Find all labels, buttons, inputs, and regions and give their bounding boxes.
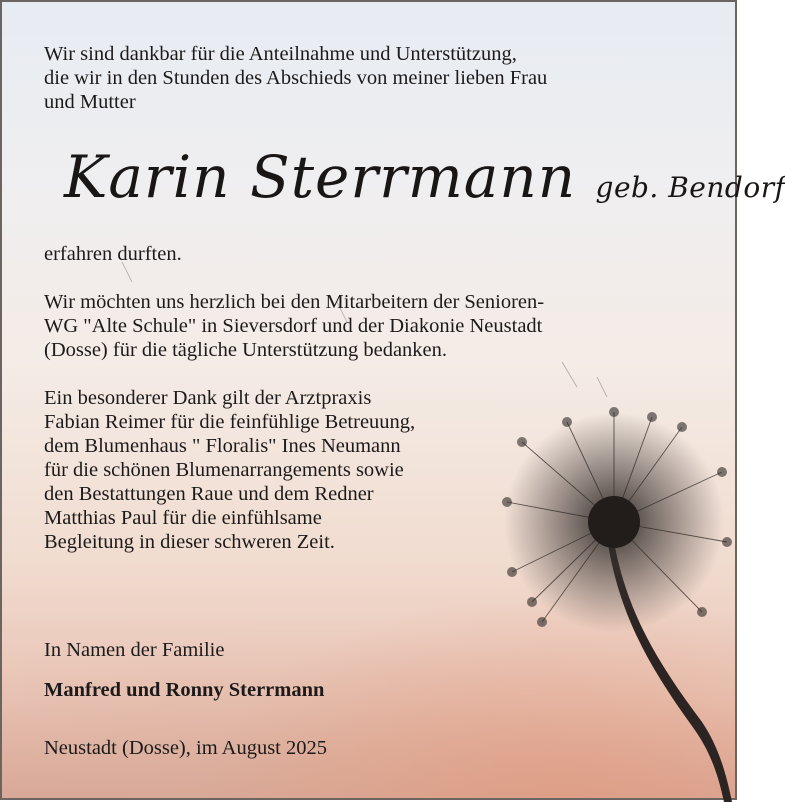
special-thanks-line: Fabian Reimer für die feinfühlige Betreuung, [44,411,416,433]
after-name-text: erfahren durften. [44,243,182,265]
intro-line: die wir in den Stunden des Abschieds von meiner lieben Frau [44,67,548,89]
thanks-staff-paragraph [44,290,700,362]
special-thanks-line: Begleitung in dieser schweren Zeit. [44,531,335,553]
special-thanks-line: Ein besonderer Dank gilt der Arztpraxis [44,387,372,409]
intro-line: Wir sind dankbar für die Anteilnahme und Unterstützung, [44,43,517,65]
special-thanks-line: Matthias Paul für die einfühlsame [44,507,322,529]
special-thanks-paragraph [44,386,415,554]
signatories: Manfred und Ronny Sterrmann [44,679,325,701]
special-thanks-line: für die schönen Blumenarrangements sowie [44,459,404,481]
obituary-text [2,2,785,802]
deceased-name: Karin Sterrmann [64,143,577,211]
place-date: Neustadt (Dosse), im August 2025 [44,737,327,759]
special-thanks-line: dem Blumenhaus " Floralis" Ines Neumann [44,435,401,457]
thanks-staff-line: WG "Alte Schule" in Sieversdorf und der Diakonie Neustadt [44,315,543,337]
thanks-staff-line: (Dosse) für die tägliche Unterstützung bedanken. [44,339,448,361]
maiden-name: geb. Bendorf [595,171,785,204]
family-intro: In Namen der Familie [44,639,225,661]
thanks-staff-line: Wir möchten uns herzlich bei den Mitarbeitern der Senioren- [44,291,545,313]
intro-paragraph [44,42,700,114]
special-thanks-line: den Bestattungen Raue und dem Redner [44,483,374,505]
deceased-name-block [64,142,785,223]
intro-line: und Mutter [44,91,136,113]
